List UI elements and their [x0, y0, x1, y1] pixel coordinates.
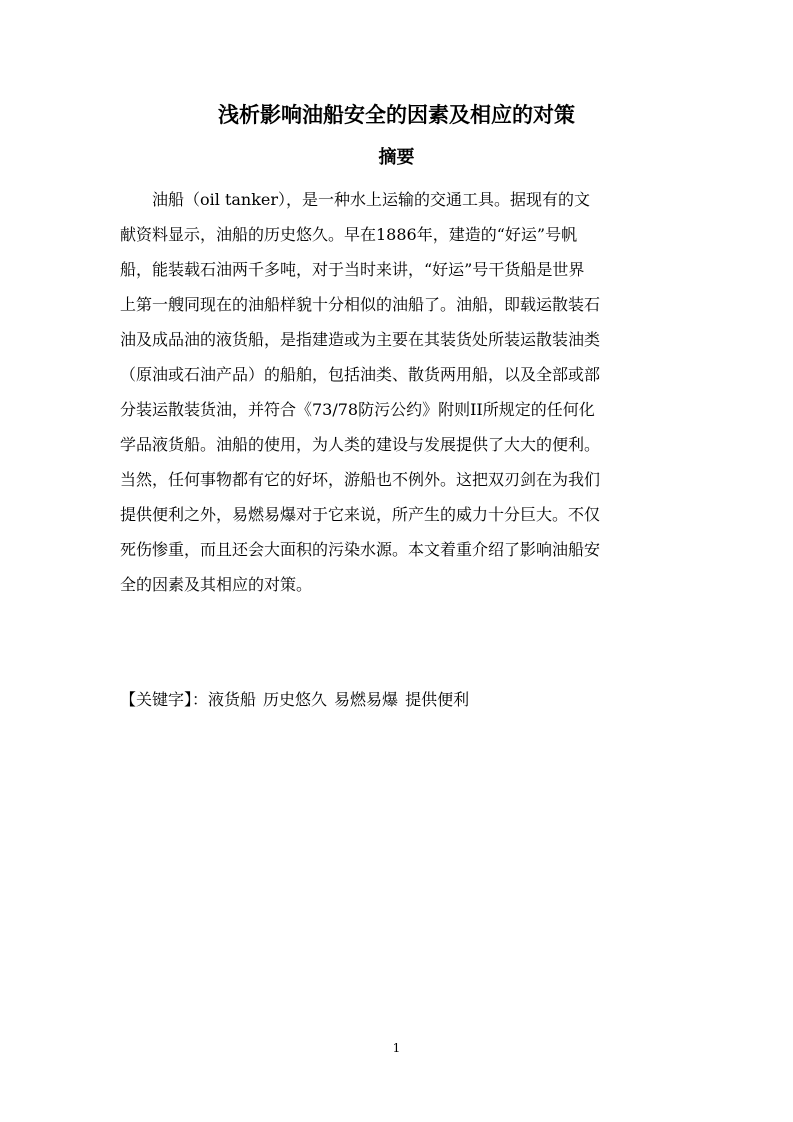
keyword: 历史悠久 [263, 690, 328, 709]
abstract-line: 死伤惨重，而且还会大面积的污染水源。本文着重介绍了影响油船安 [120, 540, 601, 559]
abstract-line: （原油或石油产品）的船舶，包括油类、散货两用船，以及全部或部 [120, 365, 601, 384]
abstract-line: 船，能装载石油两千多吨，对于当时来讲，“好运”号干货船是世界 [120, 260, 585, 279]
abstract-line: 油及成品油的液货船，是指建造或为主要在其装货处所装运散装油类 [120, 330, 601, 349]
abstract-line: 当然，任何事物都有它的好坏，游船也不例外。这把双刃剑在为我们 [120, 470, 601, 489]
page-number: 1 [392, 1041, 401, 1055]
abstract-body [120, 182, 676, 602]
abstract-line: 提供便利之外，易燃易爆对于它来说，所产生的威力十分巨大。不仅 [120, 505, 601, 524]
abstract-line: 学品液货船。油船的使用，为人类的建设与发展提供了大大的便利。 [120, 435, 601, 454]
document-title: 浅析影响油船安全的因素及相应的对策 [218, 103, 575, 127]
abstract-heading: 摘要 [378, 147, 415, 168]
keyword: 液货船 [208, 690, 257, 709]
keywords-label: 【关键字】： [120, 690, 209, 709]
abstract-line: 油船（oil tanker），是一种水上运输的交通工具。据现有的文 [152, 190, 591, 209]
abstract-line: 全的因素及其相应的对策。 [120, 575, 313, 594]
abstract-line: 献资料显示，油船的历史悠久。早在1886年，建造的“好运”号帆 [120, 225, 578, 244]
keyword: 提供便利 [405, 690, 470, 709]
keywords-line [120, 685, 676, 715]
abstract-line: 分装运散装货油，并符合《73/78防污公约》附则II所规定的任何化 [120, 400, 595, 419]
keyword: 易燃易爆 [334, 690, 399, 709]
abstract-line: 上第一艘同现在的油船样貌十分相似的油船了。油船，即载运散装石 [120, 295, 601, 314]
